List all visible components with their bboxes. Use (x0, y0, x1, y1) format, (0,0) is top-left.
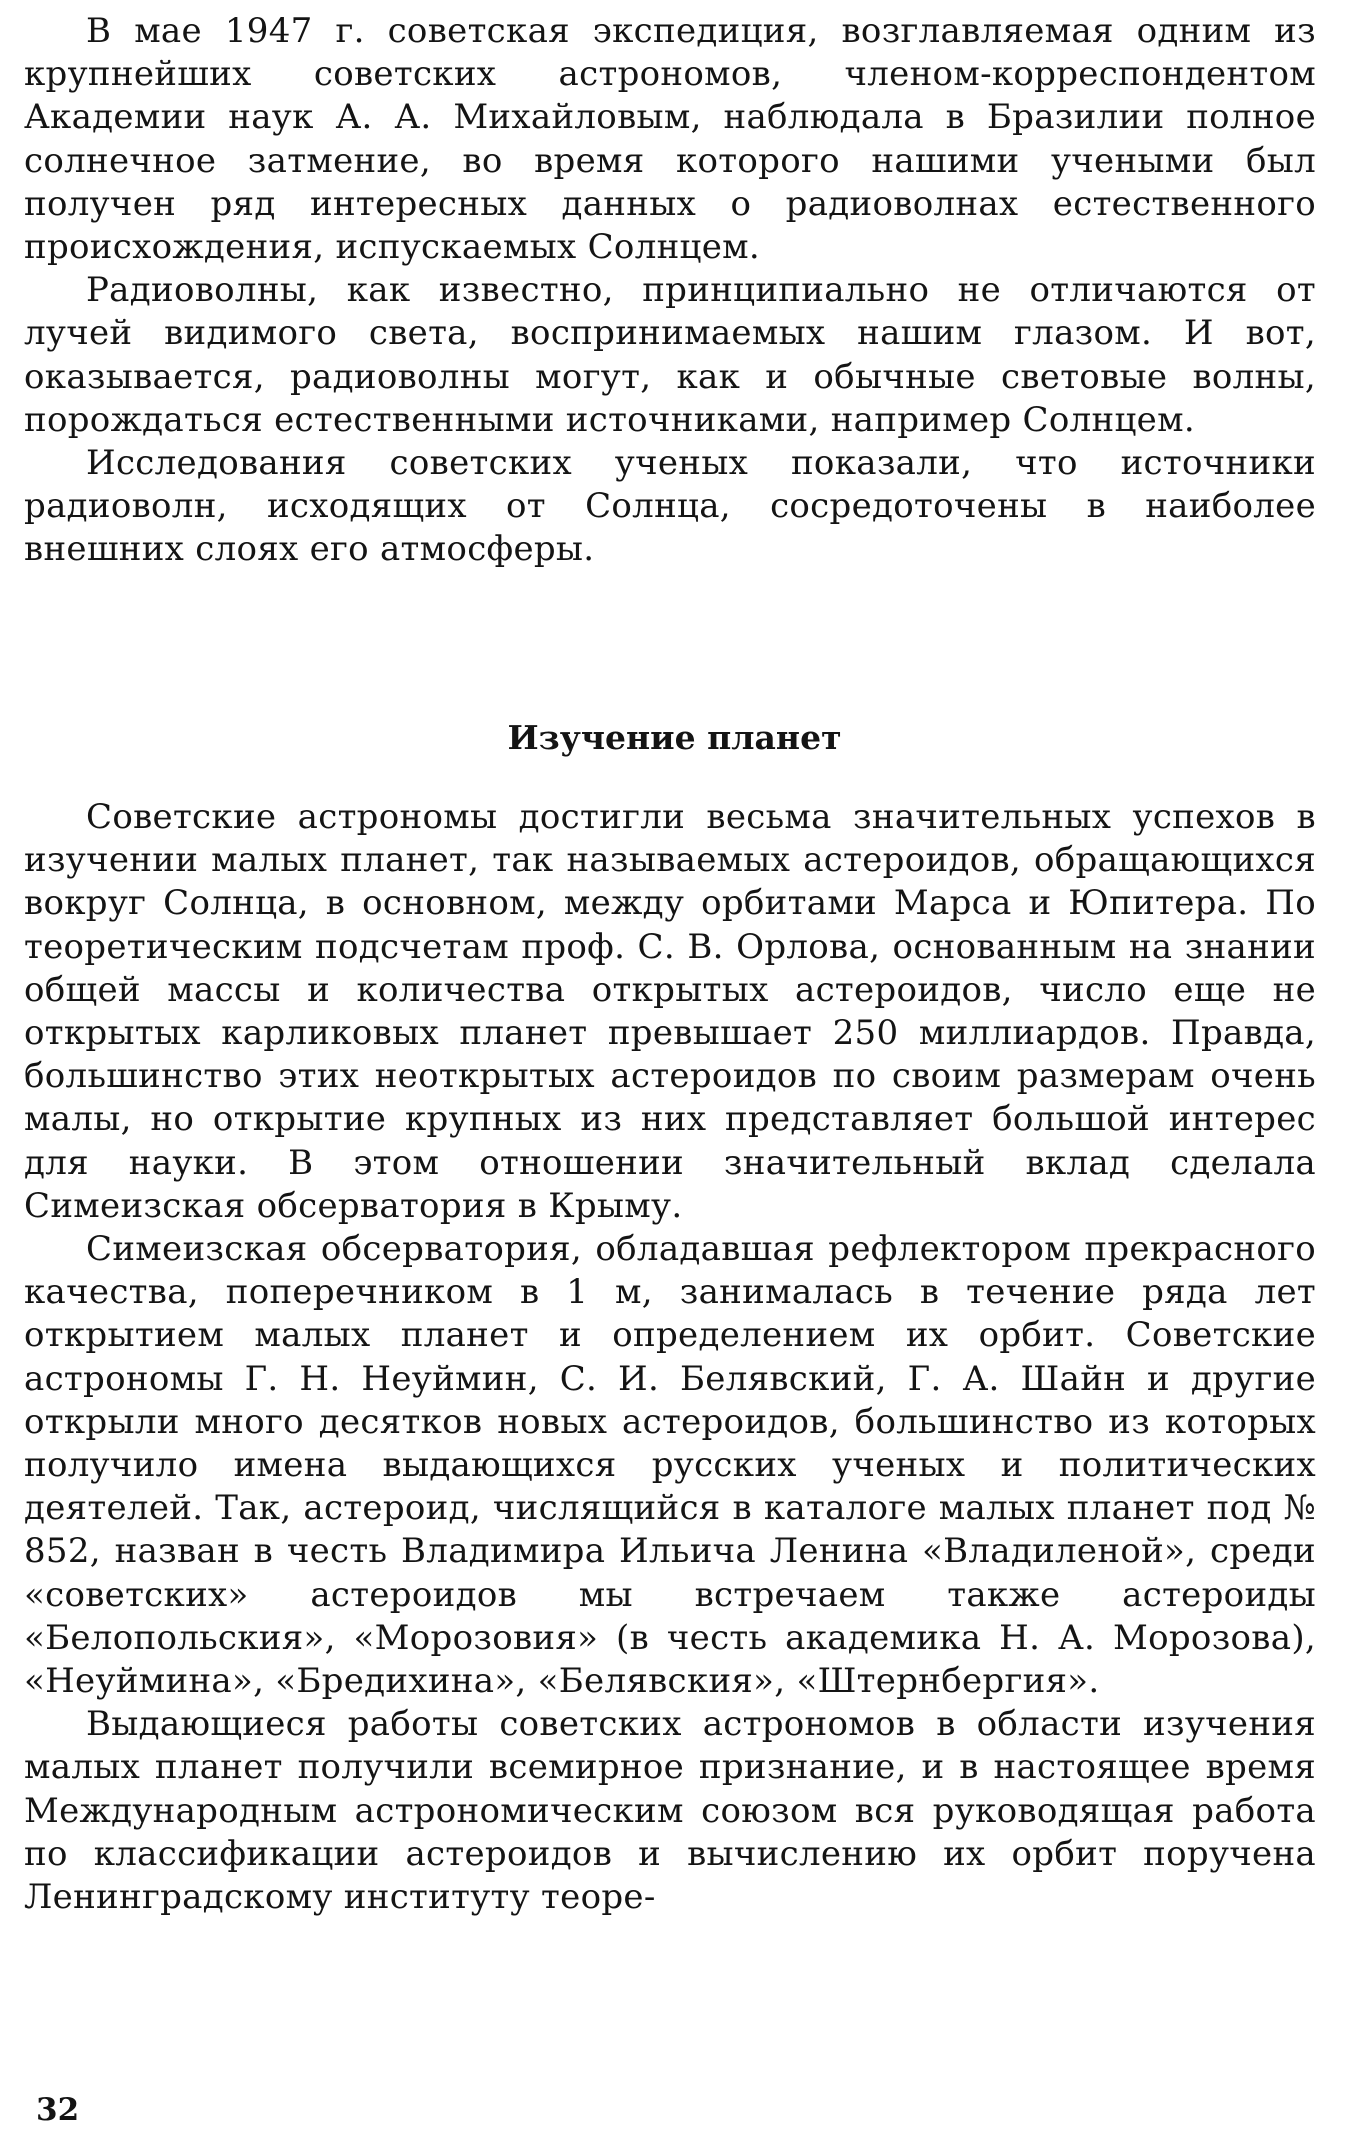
page-number: 32 (36, 2092, 80, 2128)
paragraph: Выдающиеся работы советских астрономов в области изучения малых планет получили всемирное признание, и в настоящее время Международным астрономическим союзом вся руководящая работа по классификации астероидов и вычислению их орбит поручена Ленинградскому институту теоре- (24, 1704, 1316, 1918)
paragraph: Советские астрономы достигли весьма значительных успехов в изучении малых планет, так называемых астероидов, обращающихся вокруг Солнца, в основном, между орбитами Марса и Юпитера. По теоретическим подсчетам проф. С. В. Орлова, основанным на знании общей массы и количества открытых астероидов, число еще не открытых карликовых планет превышает 250 миллиардов. Правда, большинство этих неоткрытых астероидов по своим размерам очень малы, но открытие крупных из них представляет большой интерес для науки. В этом отношении значительный вклад сделала Симеизская обсерватория в Крыму. (24, 797, 1316, 1226)
paragraph: Радиоволны, как известно, принципиально не отличаются от лучей видимого света, воспринимаемых нашим глазом. И вот, оказывается, радиоволны могут, как и обычные световые волны, порождаться естественными источниками, например Солнцем. (24, 270, 1316, 440)
section-heading: Изучение планет (507, 718, 842, 757)
paragraph: Исследования советских ученых показали, что источники радиоволн, исходящих от Солнца, сосредоточены в наиболее внешних слоях его атмосферы. (24, 443, 1316, 570)
paragraph: В мае 1947 г. советская экспедиция, возглавляемая одним из крупнейших советских астрономов, членом-корреспондентом Академии наук А. А. Михайловым, наблюдала в Бразилии полное солнечное затмение, во время которого нашими учеными был получен ряд интересных данных о радиоволнах естественного происхождения, испускаемых Солнцем. (24, 11, 1316, 268)
paragraph: Симеизская обсерватория, обладавшая рефлектором прекрасного качества, поперечником в 1 м, занималась в течение ряда лет открытием малых планет и определением их орбит. Советские астрономы Г. Н. Неуймин, С. И. Белявский, Г. А. Шайн и другие открыли много десятков новых астероидов, большинство из которых получило имена выдающихся русских ученых и политических деятелей. Так, астероид, числящийся в каталоге малых планет под № 852, назван в честь Владимира Ильича Ленина «Владиленой», среди «советских» астероидов мы встречаем также астероиды «Белопольския», «Морозовия» (в честь академика Н. А. Морозова), «Неуймина», «Бредихина», «Белявския», «Штернбергия». (24, 1229, 1316, 1702)
intro-text (24, 10, 1316, 572)
section-text (24, 796, 1316, 1919)
